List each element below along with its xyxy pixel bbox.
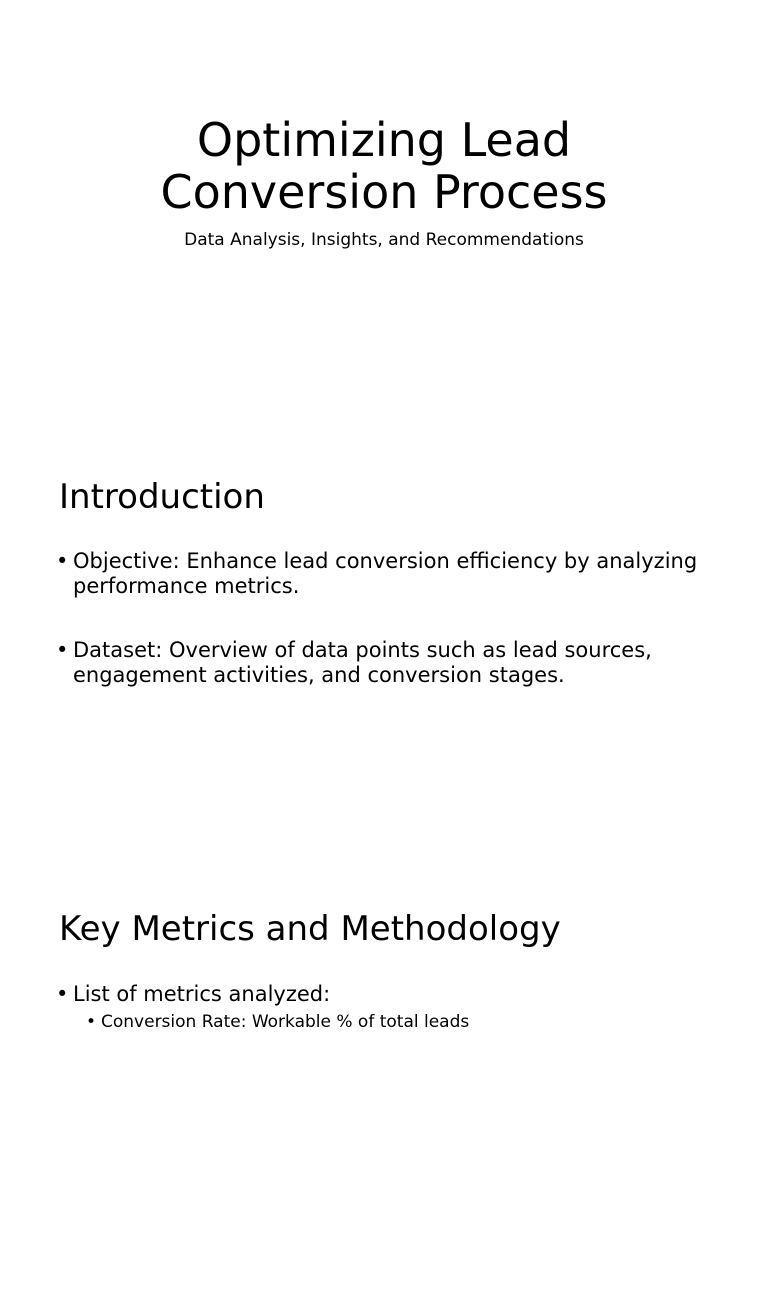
presentation-title-line-2: Conversion Process	[160, 165, 608, 219]
presentation-title-line-1: Optimizing Lead	[196, 113, 572, 167]
key-metrics-slide	[0, 864, 768, 1296]
conversion-rate-bullet: • Conversion Rate: Workable % of total leads	[86, 1011, 716, 1033]
key-metrics-heading: Key Metrics and Methodology	[59, 909, 561, 949]
metrics-bullet-list	[56, 982, 716, 1072]
metrics-sub-bullet-list	[73, 1011, 716, 1033]
introduction-bullet-list	[56, 549, 716, 727]
metrics-list-label: List of metrics analyzed:	[73, 982, 331, 1006]
metrics-list-bullet	[56, 982, 716, 1033]
presentation-title	[0, 114, 768, 218]
presentation-subtitle: Data Analysis, Insights, and Recommendations	[184, 230, 584, 250]
introduction-slide	[0, 432, 768, 864]
title-slide	[0, 0, 768, 432]
introduction-heading: Introduction	[59, 477, 265, 517]
objective-bullet: • Objective: Enhance lead conversion efficiency by analyzing performance metrics.	[56, 549, 716, 599]
dataset-bullet: • Dataset: Overview of data points such as lead sources, engagement activities, and conversion stages.	[56, 638, 716, 688]
